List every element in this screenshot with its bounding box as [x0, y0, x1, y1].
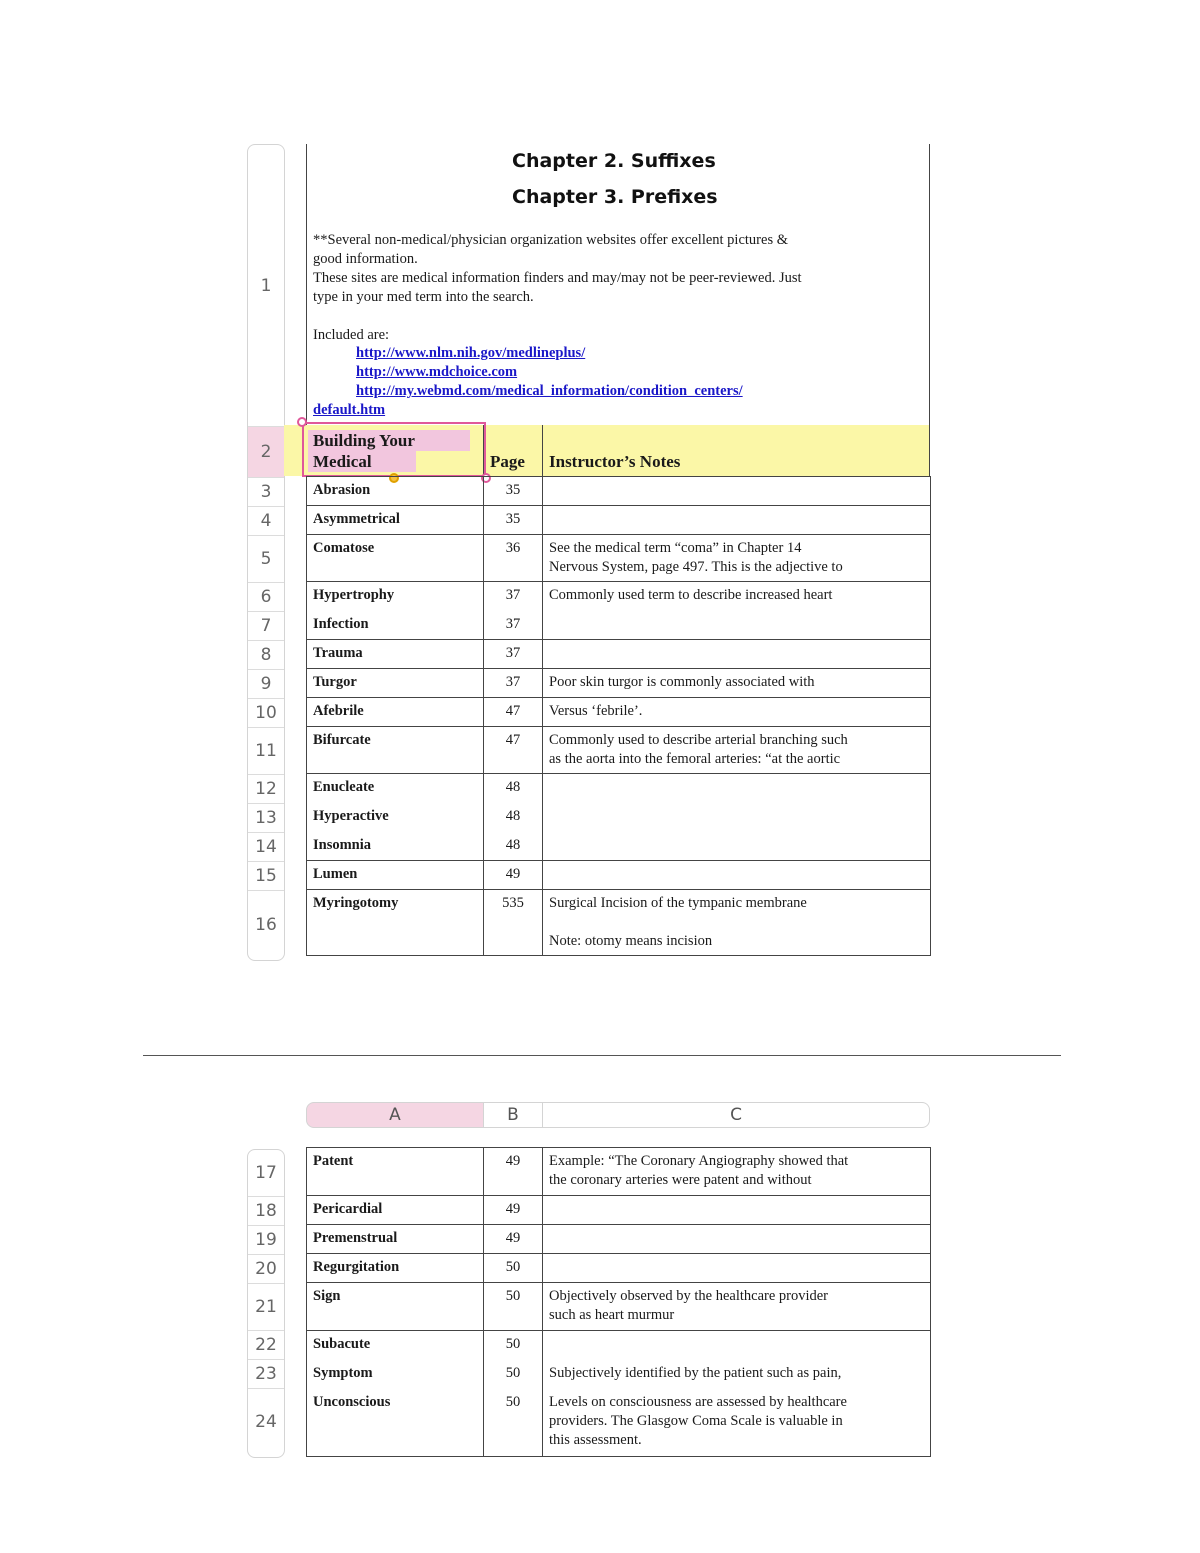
header-divider-b-c	[542, 425, 543, 476]
term-cell[interactable]: Bifurcate	[307, 727, 484, 774]
table-row	[307, 582, 931, 640]
notes-line: the coronary arteries were patent and without	[549, 1172, 812, 1188]
table-row	[307, 640, 931, 669]
term-cell[interactable]: Patent	[307, 1148, 484, 1196]
page-cell[interactable]: 48 48 48	[484, 774, 543, 861]
notes-cell[interactable]	[543, 477, 931, 506]
term-cell[interactable]: Regurgitation	[307, 1254, 484, 1283]
terms-table-top	[306, 476, 931, 956]
term-cell[interactable]: Sign	[307, 1283, 484, 1331]
column-header-b[interactable]: B	[483, 1102, 543, 1128]
term-cell[interactable]: Hypertrophy Infection	[307, 582, 484, 640]
page-cell[interactable]: 49	[484, 861, 543, 890]
page-cell[interactable]: 49	[484, 1196, 543, 1225]
row-header-5[interactable]: 5	[260, 549, 272, 569]
page-cell[interactable]: 37	[484, 640, 543, 669]
page-cell[interactable]: 35	[484, 506, 543, 535]
term-cell[interactable]: Trauma	[307, 640, 484, 669]
intro-line-2: good information.	[313, 251, 418, 267]
row-header-24[interactable]: 24	[255, 1412, 277, 1432]
term-cell[interactable]: Enucleate Hyperactive Insomnia	[307, 774, 484, 861]
header-col-b: Page	[490, 452, 525, 471]
row-header-12[interactable]: 12	[255, 779, 277, 799]
notes-line: Note: otomy means incision	[549, 933, 713, 949]
term-cell[interactable]: Subacute Symptom Unconscious	[307, 1331, 484, 1457]
page-cell[interactable]: 49	[484, 1225, 543, 1254]
selection-handle-top-left[interactable]	[297, 417, 307, 427]
page-cell[interactable]: 50	[484, 1254, 543, 1283]
link-webmd[interactable]: http://my.webmd.com/medical_information/condition_centers/	[356, 383, 743, 399]
page-cell[interactable]: 47	[484, 727, 543, 774]
table-row	[307, 535, 931, 582]
table-row	[307, 774, 931, 861]
notes-cell[interactable]	[543, 890, 931, 956]
sheet-left-edge	[306, 144, 307, 425]
table-row	[307, 698, 931, 727]
notes-cell[interactable]	[543, 1254, 931, 1283]
notes-line: Surgical Incision of the tympanic membrane	[549, 895, 807, 911]
term-cell[interactable]: Myringotomy	[307, 890, 484, 956]
intro-line-1: **Several non-medical/physician organization websites offer excellent pictures &	[313, 232, 788, 248]
row-header-15[interactable]: 15	[255, 866, 277, 886]
row-header-18[interactable]: 18	[255, 1201, 277, 1221]
row-number-gutter-top	[247, 144, 285, 961]
term-cell[interactable]: Afebrile	[307, 698, 484, 727]
header-col-a-line-2: Medical	[313, 452, 372, 471]
row-header-23[interactable]: 23	[255, 1364, 277, 1384]
row-header-2[interactable]: 2	[248, 427, 284, 477]
row-header-7[interactable]: 7	[260, 616, 272, 636]
notes-line: See the medical term “coma” in Chapter 14	[549, 540, 802, 556]
header-col-c: Instructor’s Notes	[549, 452, 681, 471]
intro-line-3: These sites are medical information finders and may/may not be peer-reviewed. Just	[313, 270, 802, 286]
chapter-2-title: Chapter 2. Suffixes	[512, 150, 716, 172]
term-cell[interactable]: Lumen	[307, 861, 484, 890]
row-header-17[interactable]: 17	[255, 1163, 277, 1183]
row-header-6[interactable]: 6	[260, 587, 272, 607]
notes-line: Commonly used term to describe increased heart	[549, 587, 833, 603]
notes-cell[interactable]	[543, 1283, 931, 1331]
chapter-3-title: Chapter 3. Prefixes	[512, 186, 718, 208]
link-mdchoice[interactable]: http://www.mdchoice.com	[356, 364, 518, 380]
row-header-10[interactable]: 10	[255, 703, 277, 723]
notes-cell[interactable]	[543, 861, 931, 890]
table-row	[307, 477, 931, 506]
table-row	[307, 861, 931, 890]
notes-cell[interactable]	[543, 1331, 931, 1457]
row-header-1[interactable]: 1	[260, 275, 272, 296]
notes-line: Nervous System, page 497. This is the adjective to	[549, 559, 843, 575]
notes-line: this assessment.	[549, 1432, 642, 1448]
table-row	[307, 1331, 931, 1457]
notes-cell[interactable]	[543, 1225, 931, 1254]
page-cell[interactable]: 49	[484, 1148, 543, 1196]
column-header-c[interactable]: C	[542, 1102, 930, 1128]
page-cell[interactable]: 50 50 50	[484, 1331, 543, 1457]
row-header-3[interactable]: 3	[260, 482, 272, 502]
row-header-16[interactable]: 16	[255, 915, 277, 935]
page-cell[interactable]: 37 37	[484, 582, 543, 640]
term-cell[interactable]: Comatose	[307, 535, 484, 582]
selected-cell-a2[interactable]	[302, 422, 486, 477]
notes-line: such as heart murmur	[549, 1307, 675, 1323]
row-header-11[interactable]: 11	[255, 741, 277, 761]
row-number-gutter-bottom	[247, 1149, 285, 1458]
page-divider	[143, 1055, 1061, 1056]
notes-line: Levels on consciousness are assessed by healthcare	[549, 1394, 847, 1410]
row-header-14[interactable]: 14	[255, 837, 277, 857]
intro-line-4: type in your med term into the search.	[313, 289, 534, 305]
table-row	[307, 727, 931, 774]
row-header-20[interactable]: 20	[255, 1259, 277, 1279]
page-cell[interactable]: 50	[484, 1283, 543, 1331]
notes-line: providers. The Glasgow Coma Scale is valuable in	[549, 1413, 843, 1429]
page-cell[interactable]: 47	[484, 698, 543, 727]
header-col-a-line-1: Building Your	[313, 431, 415, 450]
notes-line: Objectively observed by the healthcare provider	[549, 1288, 829, 1304]
notes-cell[interactable]	[543, 1148, 931, 1196]
intro-included-label: Included are:	[313, 327, 390, 343]
row-header-9[interactable]: 9	[260, 674, 272, 694]
table-row	[307, 1254, 931, 1283]
term-cell[interactable]: Premenstrual	[307, 1225, 484, 1254]
row-header-8[interactable]: 8	[260, 645, 272, 665]
terms-table-bottom	[306, 1147, 931, 1457]
term-cell[interactable]: Pericardial	[307, 1196, 484, 1225]
notes-cell[interactable]	[543, 1196, 931, 1225]
table-row	[307, 669, 931, 698]
link-webmd-continued[interactable]: default.htm	[313, 402, 386, 418]
notes-cell[interactable]	[543, 506, 931, 535]
notes-cell[interactable]: Versus ‘febrile’.	[543, 698, 931, 727]
page-cell[interactable]: 36	[484, 535, 543, 582]
term-cell[interactable]: Abrasion	[307, 477, 484, 506]
page-cell[interactable]: 35	[484, 477, 543, 506]
row-header-13[interactable]: 13	[255, 808, 277, 828]
notes-cell[interactable]	[543, 640, 931, 669]
notes-cell[interactable]	[543, 727, 931, 774]
page-cell[interactable]: 535	[484, 890, 543, 956]
notes-line: Example: “The Coronary Angiography showed that	[549, 1153, 849, 1169]
row-header-22[interactable]: 22	[255, 1335, 277, 1355]
table-row	[307, 1148, 931, 1196]
table-row	[307, 506, 931, 535]
sheet-right-edge	[929, 144, 930, 425]
table-row	[307, 1196, 931, 1225]
table-row	[307, 1283, 931, 1331]
notes-line: Subjectively identified by the patient such as pain,	[549, 1365, 842, 1381]
term-cell[interactable]: Turgor	[307, 669, 484, 698]
term-cell[interactable]: Asymmetrical	[307, 506, 484, 535]
header-right-edge	[929, 425, 930, 476]
link-medlineplus[interactable]: http://www.nlm.nih.gov/medlineplus/	[356, 345, 586, 361]
page-cell[interactable]: 37	[484, 669, 543, 698]
notes-cell[interactable]	[543, 535, 931, 582]
row-header-19[interactable]: 19	[255, 1230, 277, 1250]
row-header-4[interactable]: 4	[260, 511, 272, 531]
notes-cell[interactable]: Poor skin turgor is commonly associated with	[543, 669, 931, 698]
table-row	[307, 1225, 931, 1254]
table-row	[307, 890, 931, 956]
notes-line: as the aorta into the femoral arteries: “at the aortic	[549, 751, 841, 767]
notes-cell[interactable]	[543, 582, 931, 640]
row-header-21[interactable]: 21	[255, 1297, 277, 1317]
notes-line: Commonly used to describe arterial branching such	[549, 732, 848, 748]
column-header-a[interactable]: A	[306, 1102, 484, 1128]
notes-cell[interactable]	[543, 774, 931, 861]
